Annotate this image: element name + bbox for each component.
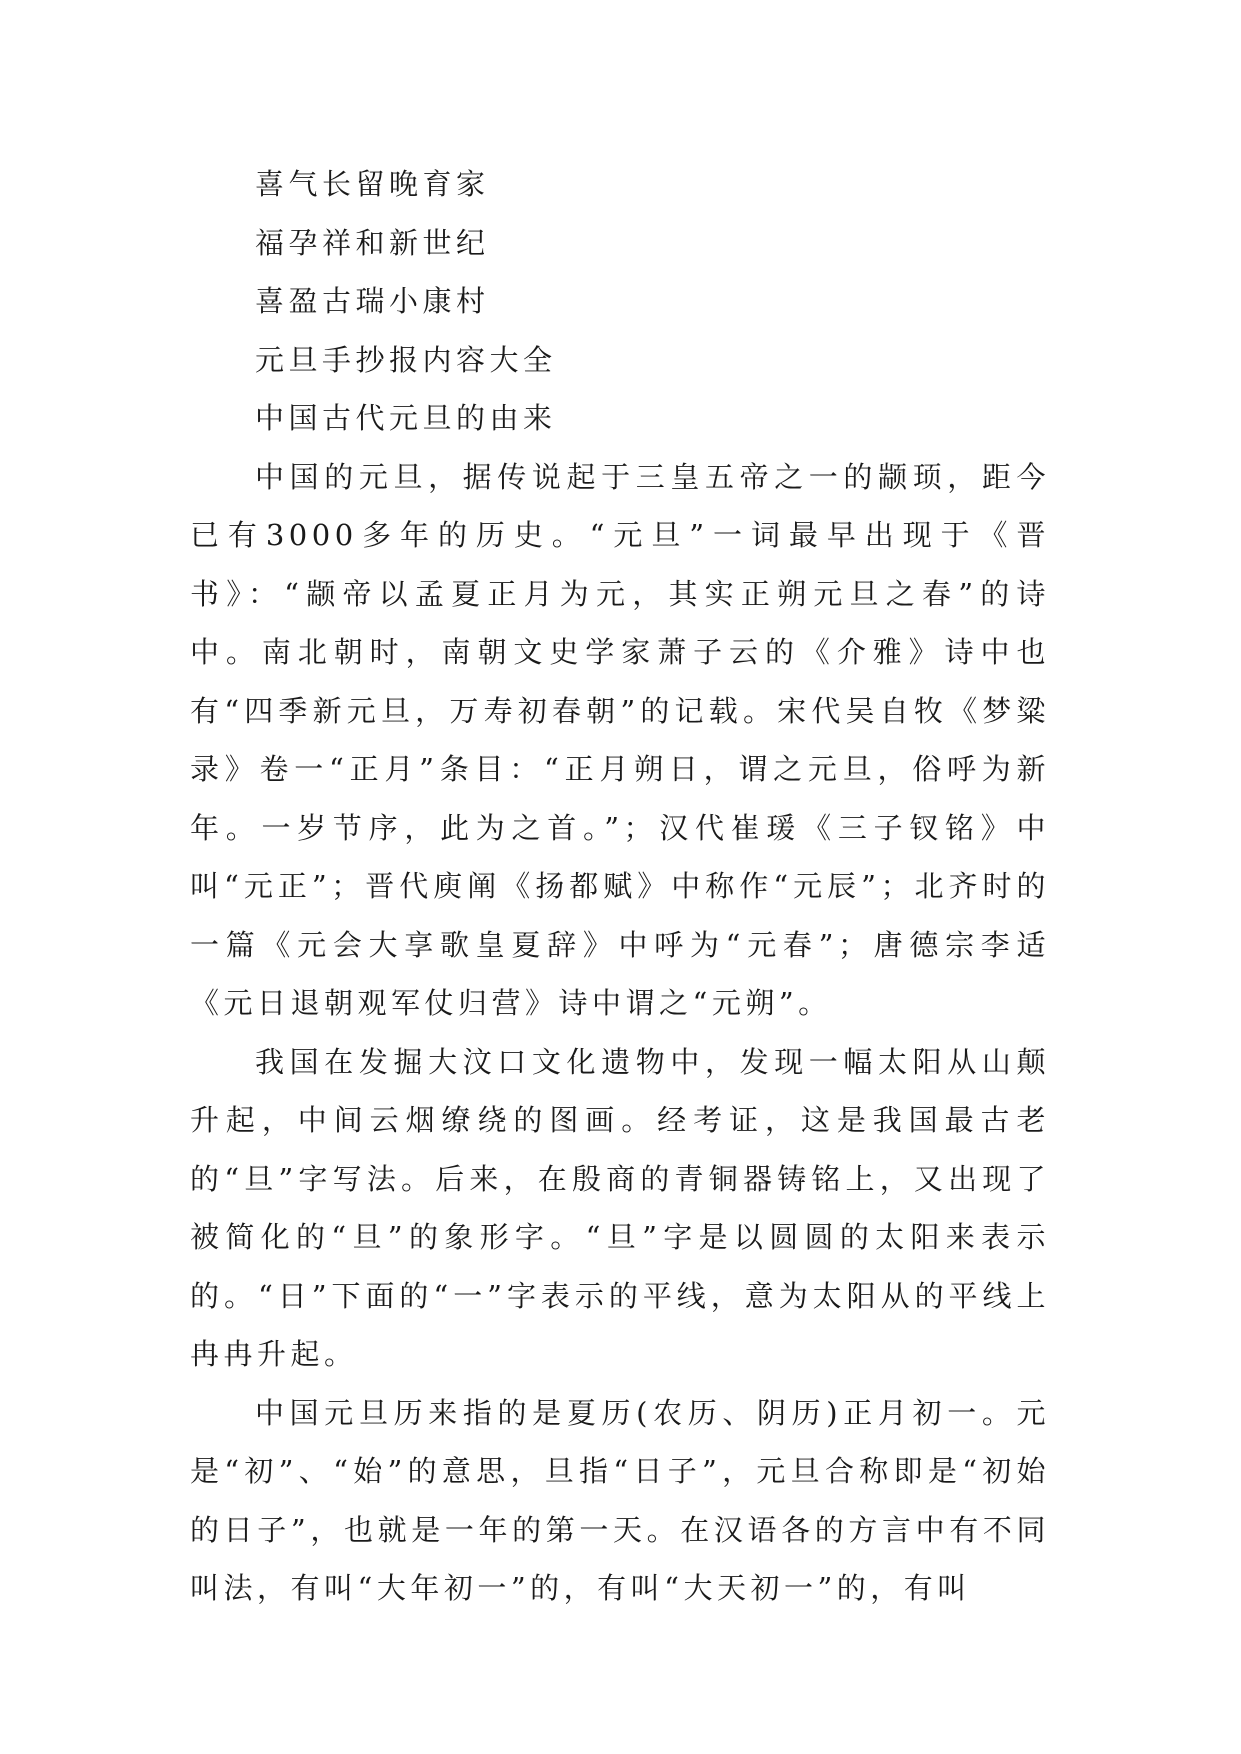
section-heading-handbook: 元旦手抄报内容大全 <box>255 342 557 377</box>
document-body <box>190 155 1050 1618</box>
paragraph-dawenkou: 我国在发掘大汶口文化遗物中，发现一幅太阳从山颠升起，中间云烟缭绕的图画。经考证，这是我国最古老的“旦”字写法。后来，在殷商的青铜器铸铭上，又出现了被简化的“旦”的象形字。“旦”字是以圆圆的太阳来表示的。“日”下面的“一”字表示的平线，意为太阳从的平线上冉冉升起。 <box>190 1044 1050 1371</box>
couplet-line-1: 喜气长留晚育家 <box>255 167 490 201</box>
couplet-line-3: 喜盈古瑞小康村 <box>255 284 490 318</box>
section-heading-origin: 中国古代元旦的由来 <box>255 401 557 435</box>
paragraph-history: 中国的元旦，据传说起于三皇五帝之一的颛顼，距今已有3000多年的历史。“元旦”一词最早出现于《晋书》：“颛帝以孟夏正月为元，其实正朔元旦之春”的诗中。南北朝时，南朝文史学家萧子云的《介雅》诗中也有“四季新元旦，万寿初春朝”的记载。宋代吴自牧《梦粱录》卷一“正月”条目：“正月朔日，谓之元旦，俗呼为新年。一岁节序，此为之首。”；汉代崔瑗《三子钗铭》中叫“元正”；晋代庾阐《扬都赋》中称作“元辰”；北齐时的一篇《元会大享歌皇夏辞》中呼为“元春”；唐德宗李适《元日退朝观军仗归营》诗中谓之“元朔”。 <box>190 459 1050 1020</box>
paragraph-meaning: 中国元旦历来指的是夏历(农历、阴历)正月初一。元是“初”、“始”的意思，旦指“日子”，元旦合称即是“初始的日子”，也就是一年的第一天。在汉语各的方言中有不同叫法，有叫“大年初一”的，有叫“大天初一”的，有叫 <box>190 1395 1050 1605</box>
couplet-line-2: 福孕祥和新世纪 <box>255 225 490 260</box>
